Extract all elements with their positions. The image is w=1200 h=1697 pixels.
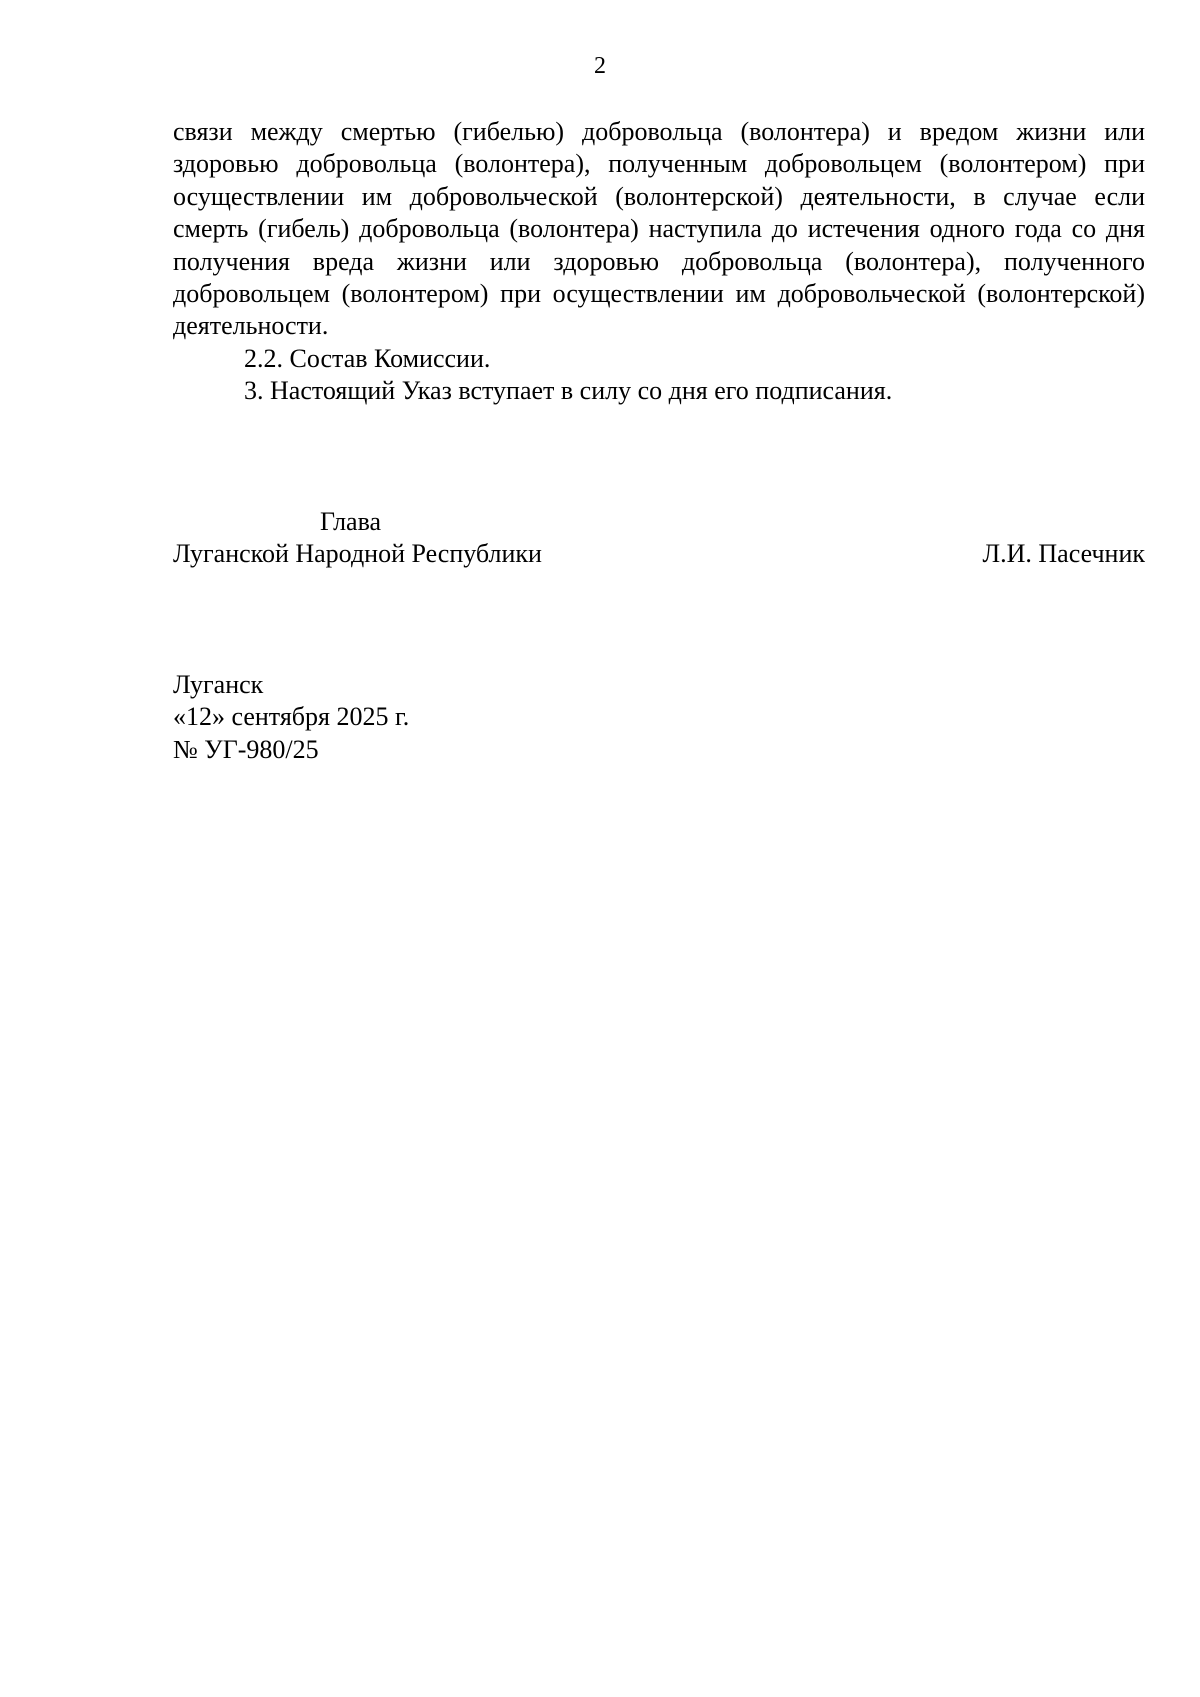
- signatory-title-line-1: Глава: [320, 507, 382, 536]
- page-number: 2: [594, 53, 606, 79]
- signatory-name: Л.И. Пасечник: [982, 539, 1145, 569]
- signature-row: [173, 538, 1145, 570]
- issue-details: [173, 669, 773, 766]
- signature-block: [173, 506, 1145, 571]
- issue-date: «12» сентября 2025 г.: [173, 702, 410, 732]
- issue-city: Луганск: [173, 670, 264, 699]
- item-2-2: 2.2. Состав Комиссии.: [244, 343, 491, 373]
- decree-number: № УГ-980/25: [173, 734, 319, 764]
- signatory-title-line-2: Луганской Народной Республики: [173, 539, 542, 569]
- item-3: 3. Настоящий Указ вступает в силу со дня его подписания.: [244, 376, 893, 406]
- document-body: [173, 116, 1145, 408]
- paragraph-continuation: связи между смертью (гибелью) добровольца (волонтера) и вредом жизни или здоровью добровольца (волонтера), полученным добровольцем (волонтером) при осуществлении им добровольческой (волонтерской) деятельности, в случае если смерть (гибель) добровольца (волонтера) наступила до истечения одного года со дня получения вреда жизни или здоровью добровольца (волонтера), полученного добровольцем (волонтером) при осуществлении им добровольческой (волонтерской) деятельности.: [173, 117, 1145, 341]
